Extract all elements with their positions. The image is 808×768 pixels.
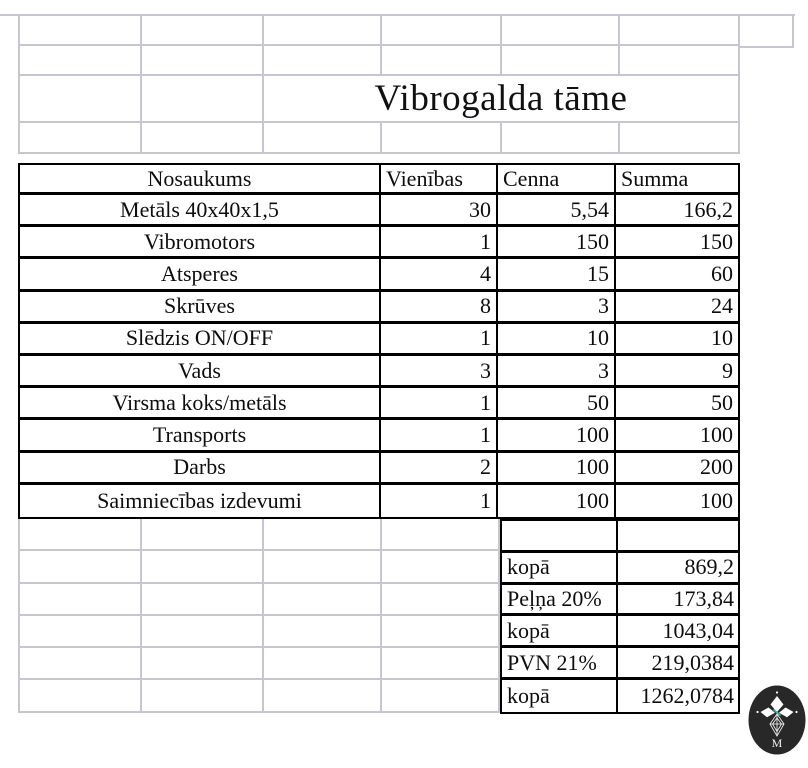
summary-value[interactable]: 1262,0784 — [640, 682, 734, 708]
item-name-cell[interactable]: Vibromotors — [20, 227, 381, 259]
price-cell[interactable]: 3 — [498, 356, 616, 388]
price-cell[interactable]: 10 — [498, 324, 616, 356]
empty-cell[interactable] — [264, 584, 382, 616]
logo-letter: M — [771, 736, 783, 750]
sum-cell[interactable]: 50 — [616, 388, 738, 420]
empty-cell[interactable] — [502, 14, 620, 46]
empty-cell[interactable] — [20, 616, 142, 648]
item-name-cell[interactable]: Atsperes — [20, 259, 381, 291]
col-header-summa[interactable]: Summa — [616, 165, 738, 195]
units-cell[interactable]: 1 — [381, 485, 498, 517]
logo-emblem — [747, 683, 807, 757]
logo — [747, 683, 807, 757]
units-cell[interactable]: 8 — [381, 292, 498, 324]
sum-cell[interactable]: 60 — [616, 259, 738, 291]
empty-cell[interactable] — [142, 123, 264, 154]
price-cell[interactable]: 150 — [498, 227, 616, 259]
empty-cell[interactable] — [264, 616, 382, 648]
empty-cell[interactable] — [20, 551, 142, 583]
empty-cell[interactable] — [382, 680, 500, 712]
empty-cell[interactable] — [264, 648, 382, 680]
item-name-cell[interactable]: Saimniecības izdevumi — [20, 485, 381, 517]
empty-cell[interactable] — [264, 14, 382, 46]
item-name-cell[interactable]: Skrūves — [20, 292, 381, 324]
empty-cell[interactable] — [20, 76, 142, 123]
empty-cell[interactable] — [382, 648, 500, 680]
empty-cell[interactable] — [142, 680, 264, 712]
sheet-title[interactable]: Vibrogalda tāme — [264, 76, 740, 123]
summary-label[interactable]: PVN 21% — [502, 648, 618, 680]
units-cell[interactable]: 4 — [381, 259, 498, 291]
sum-cell[interactable]: 9 — [616, 356, 738, 388]
summary-value[interactable]: 173,84 — [618, 585, 738, 617]
empty-cell[interactable] — [142, 46, 264, 76]
empty-cell[interactable] — [264, 46, 382, 76]
summary-value[interactable]: 1043,04 — [618, 616, 738, 648]
units-cell[interactable]: 1 — [381, 388, 498, 420]
empty-cell[interactable] — [142, 519, 264, 551]
price-cell[interactable]: 5,54 — [498, 195, 616, 227]
empty-cell[interactable] — [20, 123, 142, 154]
empty-cell[interactable] — [142, 14, 264, 46]
empty-cell[interactable] — [502, 521, 618, 553]
price-cell[interactable]: 3 — [498, 292, 616, 324]
empty-cell[interactable] — [20, 584, 142, 616]
bottom-empty-grid — [18, 519, 500, 713]
summary-value[interactable]: 869,2 — [618, 553, 738, 585]
col-header-cenna[interactable]: Cenna — [498, 165, 616, 195]
empty-cell[interactable] — [382, 616, 500, 648]
units-cell[interactable]: 2 — [381, 453, 498, 485]
empty-cell[interactable] — [618, 521, 738, 553]
price-cell[interactable]: 100 — [498, 420, 616, 452]
units-cell[interactable]: 3 — [381, 356, 498, 388]
units-cell[interactable]: 30 — [381, 195, 498, 227]
empty-cell[interactable] — [502, 123, 620, 154]
sum-cell[interactable]: 200 — [616, 453, 738, 485]
units-cell[interactable]: 1 — [381, 420, 498, 452]
empty-cell[interactable] — [502, 46, 620, 76]
sum-cell[interactable]: 166,2 — [616, 195, 738, 227]
summary-value[interactable]: 219,0384 — [618, 648, 738, 680]
empty-cell[interactable] — [264, 680, 382, 712]
empty-cell[interactable] — [382, 14, 502, 46]
units-cell[interactable]: 1 — [381, 227, 498, 259]
empty-cell[interactable] — [20, 46, 142, 76]
item-name-cell[interactable]: Vads — [20, 356, 381, 388]
empty-cell[interactable] — [382, 46, 502, 76]
empty-cell[interactable] — [20, 680, 142, 712]
item-name-cell[interactable]: Darbs — [20, 453, 381, 485]
sum-cell[interactable]: 100 — [700, 487, 733, 513]
empty-cell[interactable] — [142, 616, 264, 648]
price-cell[interactable]: 100 — [498, 485, 616, 517]
empty-cell[interactable] — [142, 76, 264, 123]
empty-cell[interactable] — [382, 123, 502, 154]
empty-cell[interactable] — [20, 648, 142, 680]
empty-cell[interactable] — [264, 123, 382, 154]
summary-label[interactable]: kopā — [502, 680, 618, 712]
sum-cell[interactable]: 24 — [616, 292, 738, 324]
empty-cell[interactable] — [382, 519, 500, 551]
sum-cell[interactable]: 10 — [616, 324, 738, 356]
col-header-vienibas[interactable]: Vienības — [381, 165, 498, 195]
summary-label[interactable]: kopā — [502, 553, 618, 585]
item-name-cell[interactable]: Slēdzis ON/OFF — [20, 324, 381, 356]
price-cell[interactable]: 100 — [498, 453, 616, 485]
empty-cell[interactable] — [142, 584, 264, 616]
item-name-cell[interactable]: Transports — [20, 420, 381, 452]
empty-cell[interactable] — [382, 551, 500, 583]
empty-cell[interactable] — [20, 14, 142, 46]
item-name-cell[interactable]: Virsma koks/metāls — [20, 388, 381, 420]
summary-label[interactable]: Peļņa 20% — [502, 585, 618, 617]
col-header-nosaukums[interactable]: Nosaukums — [20, 165, 381, 195]
summary-table — [500, 519, 740, 714]
empty-cell[interactable] — [142, 551, 264, 583]
empty-cell[interactable] — [620, 123, 740, 154]
item-name-cell[interactable]: Metāls 40x40x1,5 — [20, 195, 381, 227]
empty-cell[interactable] — [142, 648, 264, 680]
estimate-table — [18, 163, 740, 519]
empty-cell[interactable] — [264, 551, 382, 583]
price-cell[interactable]: 15 — [498, 259, 616, 291]
sum-cell[interactable]: 150 — [616, 227, 738, 259]
empty-cell[interactable] — [20, 519, 142, 551]
empty-cell[interactable] — [620, 14, 740, 46]
empty-cell[interactable] — [382, 584, 500, 616]
empty-cell[interactable] — [264, 519, 382, 551]
empty-cell[interactable] — [620, 46, 740, 76]
top-empty-grid — [18, 14, 740, 154]
sum-cell[interactable]: 100 — [616, 420, 738, 452]
empty-cell[interactable] — [740, 14, 794, 48]
units-cell[interactable]: 1 — [381, 324, 498, 356]
price-cell[interactable]: 50 — [498, 388, 616, 420]
summary-label[interactable]: kopā — [502, 616, 618, 648]
